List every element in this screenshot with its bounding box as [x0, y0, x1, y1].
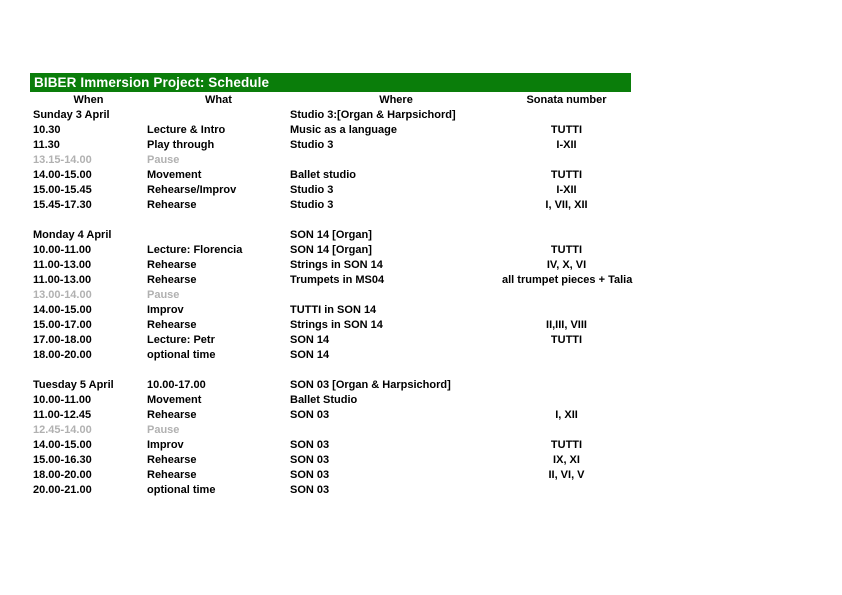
cell-what: Rehearse — [147, 469, 197, 481]
cell-where: SON 03 — [290, 454, 330, 466]
cell-when: 15.45-17.30 — [33, 199, 92, 211]
cell-what: Play through — [147, 139, 215, 151]
cell-what: Movement — [147, 169, 202, 181]
cell-where: SON 03 — [290, 469, 330, 481]
cell-where: Ballet studio — [290, 169, 357, 181]
cell-where: SON 03 [Organ & Harpsichord] — [290, 379, 451, 391]
cell-when: 10.30 — [33, 124, 61, 136]
cell-sonata — [502, 348, 631, 363]
cell-where: Trumpets in MS04 — [290, 274, 385, 286]
cell-what: Improv — [147, 439, 184, 451]
spacer-row — [30, 213, 631, 228]
cell-what: Pause — [147, 154, 180, 166]
cell-what: Lecture & Intro — [147, 124, 226, 136]
cell-sonata — [502, 393, 631, 408]
cell-sonata: I, VII, XII — [545, 199, 588, 211]
schedule-row — [30, 288, 631, 303]
column-header-when: When — [73, 94, 104, 106]
cell-sonata: TUTTI — [550, 334, 583, 346]
cell-where: SON 14 [Organ] — [290, 229, 372, 241]
cell-sonata — [502, 153, 631, 168]
cell-what — [147, 108, 290, 123]
cell-what: Pause — [147, 424, 180, 436]
column-headers — [30, 92, 631, 108]
cell-sonata — [502, 228, 631, 243]
cell-when: Monday 4 April — [33, 229, 112, 241]
cell-what: Improv — [147, 304, 184, 316]
cell-when: 18.00-20.00 — [33, 349, 92, 361]
cell-where: SON 03 — [290, 484, 330, 496]
cell-what: optional time — [147, 349, 216, 361]
cell-what: Rehearse — [147, 409, 197, 421]
cell-sonata: all trumpet pieces + Talia — [502, 274, 633, 286]
schedule-row — [30, 138, 631, 153]
cell-when: 14.00-15.00 — [33, 304, 92, 316]
cell-when: 11.00-12.45 — [33, 409, 92, 421]
cell-what: Rehearse — [147, 199, 197, 211]
title-bar — [30, 73, 631, 92]
cell-where: SON 03 — [290, 409, 330, 421]
cell-where — [290, 153, 502, 168]
cell-sonata — [502, 378, 631, 393]
cell-when: 10.00-11.00 — [33, 244, 92, 256]
schedule-row — [30, 108, 631, 123]
cell-when: 11.00-13.00 — [33, 259, 92, 271]
cell-sonata — [502, 288, 631, 303]
schedule-row — [30, 318, 631, 333]
schedule-row — [30, 258, 631, 273]
schedule-row — [30, 183, 631, 198]
cell-when: 14.00-15.00 — [33, 439, 92, 451]
column-header-where: Where — [379, 94, 413, 106]
schedule-row — [30, 348, 631, 363]
cell-sonata: IV, X, VI — [546, 259, 587, 271]
cell-when: 14.00-15.00 — [33, 169, 92, 181]
schedule-title: BIBER Immersion Project: Schedule — [34, 75, 270, 90]
schedule-row — [30, 438, 631, 453]
cell-when: 15.00-16.30 — [33, 454, 92, 466]
cell-sonata: I-XII — [556, 184, 577, 196]
cell-what: Rehearse/Improv — [147, 184, 237, 196]
schedule-row — [30, 228, 631, 243]
schedule-row — [30, 378, 631, 393]
cell-what: Rehearse — [147, 274, 197, 286]
schedule-row — [30, 333, 631, 348]
schedule-row — [30, 198, 631, 213]
cell-sonata: TUTTI — [550, 124, 583, 136]
cell-where — [290, 423, 502, 438]
cell-what: Lecture: Florencia — [147, 244, 243, 256]
cell-where: TUTTI in SON 14 — [290, 304, 377, 316]
cell-when: 11.30 — [33, 139, 60, 151]
cell-sonata: I, XII — [555, 409, 578, 421]
schedule-row — [30, 303, 631, 318]
cell-where — [290, 288, 502, 303]
cell-what — [147, 228, 290, 243]
cell-where: Ballet Studio — [290, 394, 358, 406]
cell-when: 18.00-20.00 — [33, 469, 92, 481]
cell-when: 17.00-18.00 — [33, 334, 92, 346]
schedule-row — [30, 483, 631, 498]
cell-when: Sunday 3 April — [33, 109, 110, 121]
cell-what: Pause — [147, 289, 180, 301]
cell-what: Rehearse — [147, 319, 197, 331]
schedule-row — [30, 408, 631, 423]
cell-where: Strings in SON 14 — [290, 319, 383, 331]
cell-where: Music as a language — [290, 124, 397, 136]
cell-sonata — [502, 303, 631, 318]
cell-what: Rehearse — [147, 454, 197, 466]
cell-where: SON 14 [Organ] — [290, 244, 372, 256]
cell-when: 13.00-14.00 — [33, 289, 92, 301]
schedule-rows — [30, 108, 631, 498]
schedule-row — [30, 243, 631, 258]
cell-sonata: I-XII — [556, 139, 577, 151]
cell-where: Studio 3 — [290, 184, 334, 196]
cell-where: Studio 3 — [290, 199, 334, 211]
cell-what: Rehearse — [147, 259, 197, 271]
schedule-row — [30, 273, 631, 288]
cell-where: Studio 3 — [290, 139, 334, 151]
cell-where: Strings in SON 14 — [290, 259, 383, 271]
cell-when: 15.00-17.00 — [33, 319, 92, 331]
schedule-row — [30, 453, 631, 468]
cell-when: Tuesday 5 April — [33, 379, 114, 391]
cell-what: 10.00-17.00 — [147, 379, 206, 391]
cell-where: SON 14 — [290, 334, 330, 346]
schedule-sheet — [30, 73, 631, 498]
schedule-row — [30, 393, 631, 408]
cell-where: SON 14 — [290, 349, 330, 361]
column-header-what: What — [205, 94, 232, 106]
schedule-row — [30, 423, 631, 438]
schedule-row — [30, 123, 631, 138]
schedule-row — [30, 153, 631, 168]
cell-sonata — [502, 483, 631, 498]
cell-what: Lecture: Petr — [147, 334, 215, 346]
cell-where: SON 03 — [290, 439, 330, 451]
cell-sonata: II,III, VIII — [546, 319, 587, 331]
cell-when: 10.00-11.00 — [33, 394, 92, 406]
cell-sonata: IX, XI — [553, 454, 580, 466]
cell-when: 13.15-14.00 — [33, 154, 92, 166]
cell-what: Movement — [147, 394, 202, 406]
column-header-sonata: Sonata number — [526, 94, 607, 106]
cell-when: 20.00-21.00 — [33, 484, 92, 496]
cell-sonata: II, VI, V — [548, 469, 585, 481]
cell-sonata: TUTTI — [550, 244, 583, 256]
schedule-row — [30, 468, 631, 483]
schedule-row — [30, 168, 631, 183]
cell-where: Studio 3:[Organ & Harpsichord] — [290, 109, 456, 121]
cell-sonata: TUTTI — [550, 169, 583, 181]
cell-sonata — [502, 423, 631, 438]
cell-when: 12.45-14.00 — [33, 424, 92, 436]
cell-sonata — [502, 108, 631, 123]
spacer-row — [30, 363, 631, 378]
cell-when: 11.00-13.00 — [33, 274, 92, 286]
cell-what: optional time — [147, 484, 216, 496]
cell-when: 15.00-15.45 — [33, 184, 92, 196]
cell-sonata: TUTTI — [550, 439, 583, 451]
